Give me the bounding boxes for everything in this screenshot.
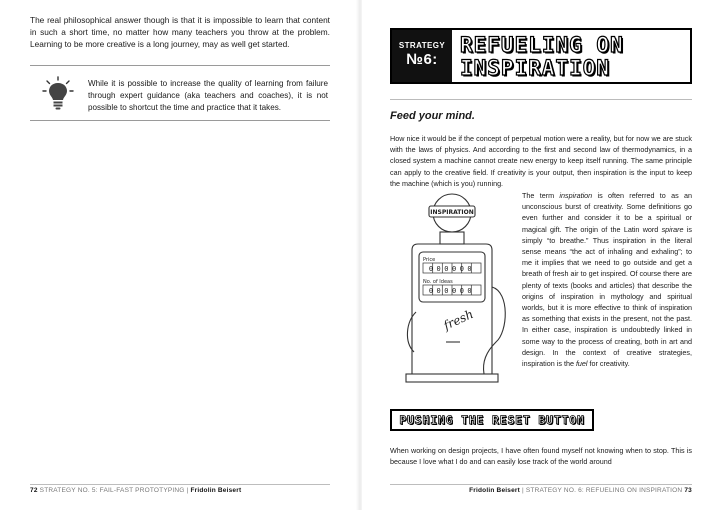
ideas-label: No. of Ideas	[423, 279, 453, 285]
hose-text: fresh	[441, 306, 476, 333]
page-number: 73	[684, 487, 692, 494]
footer-rule	[30, 484, 330, 485]
intro-paragraph: The real philosophical answer though is that it is impossible to learn that content in such a short time, no matter how many teachers you throw at the problem. Learning to be more creative is a long journey, may as well get started.	[30, 15, 330, 49]
paragraph-3: When working on design projects, I have often found myself not knowing when to stop. This is because I love what I do and can easily lose track of the world around	[390, 446, 692, 467]
gas-pump-illustration	[396, 192, 516, 397]
footer-section: STRATEGY NO. 5: FAIL-FAST PROTOTYPING	[39, 487, 185, 494]
footer-rule	[390, 484, 692, 485]
header-rule	[390, 99, 692, 100]
footer-author: Fridolin Beisert	[469, 487, 520, 494]
price-digits: 000000	[428, 265, 476, 273]
strategy-label: STRATEGY	[398, 41, 446, 50]
page-number: 72	[30, 487, 38, 494]
right-footer	[469, 487, 692, 494]
strategy-number: №6:	[406, 51, 438, 68]
paragraph-1: How nice it would be if the concept of perpetual motion were a reality, but for now we are stuck with the laws of physics. And according to the first and second law of thermodynamics, in a closed system a machine cannot create new energy to keep itself running. The same principle can apply to the creative field. If creativity is your output, then inspiration is the input to keep the machine (which is you) running.	[390, 134, 692, 188]
subheading: Feed your mind.	[390, 110, 475, 122]
strategy-tag	[392, 30, 452, 82]
right-page	[362, 0, 720, 510]
left-page	[0, 0, 358, 510]
footer-section: STRATEGY NO. 6: REFUELING ON INSPIRATION	[525, 487, 683, 494]
ideas-digits: 000000	[428, 287, 476, 295]
lightbulb-icon	[42, 76, 74, 112]
footer-author: Fridolin Beisert	[190, 487, 242, 494]
strategy-banner	[390, 28, 692, 84]
tip-callout	[30, 65, 330, 121]
pump-sign: INSPIRATION	[430, 209, 474, 216]
section-heading: PUSHING THE RESET BUTTON	[390, 409, 594, 431]
price-label: Price	[423, 257, 436, 263]
left-footer	[30, 487, 241, 494]
strategy-title: REFUELING ON INSPIRATION	[460, 33, 624, 80]
callout-text: While it is possible to increase the quality of learning from failure through expert guidance (aka teachers and coaches), it is not possible to shortcut the time and practice that it takes.	[88, 79, 328, 112]
footer-divider: |	[519, 487, 526, 494]
footer-divider: |	[184, 487, 191, 494]
paragraph-2: The term inspiration is often referred to as an unconscious burst of creativity. Some definitions go even further and consider it to be a spiritual or magical gift. The origin of the Latin word spirare is simply “to breathe.” Thus inspiration in the literal sense means “the act of inhaling and exhaling”; to me it implies that we need to go outside and get a breath of fresh air to get inspired. Of course there are plenty of texts (books and articles) that describe the origins of inspiration in mythology and spiritual worlds, but it is more effective to think of inspiration as something that exists in the present, not the past. In either case, inspiration is undoubtedly linked in some way to the process of creating, both in art and design. In the context of creative strategies, inspiration is the fuel for creativity.	[522, 191, 693, 369]
